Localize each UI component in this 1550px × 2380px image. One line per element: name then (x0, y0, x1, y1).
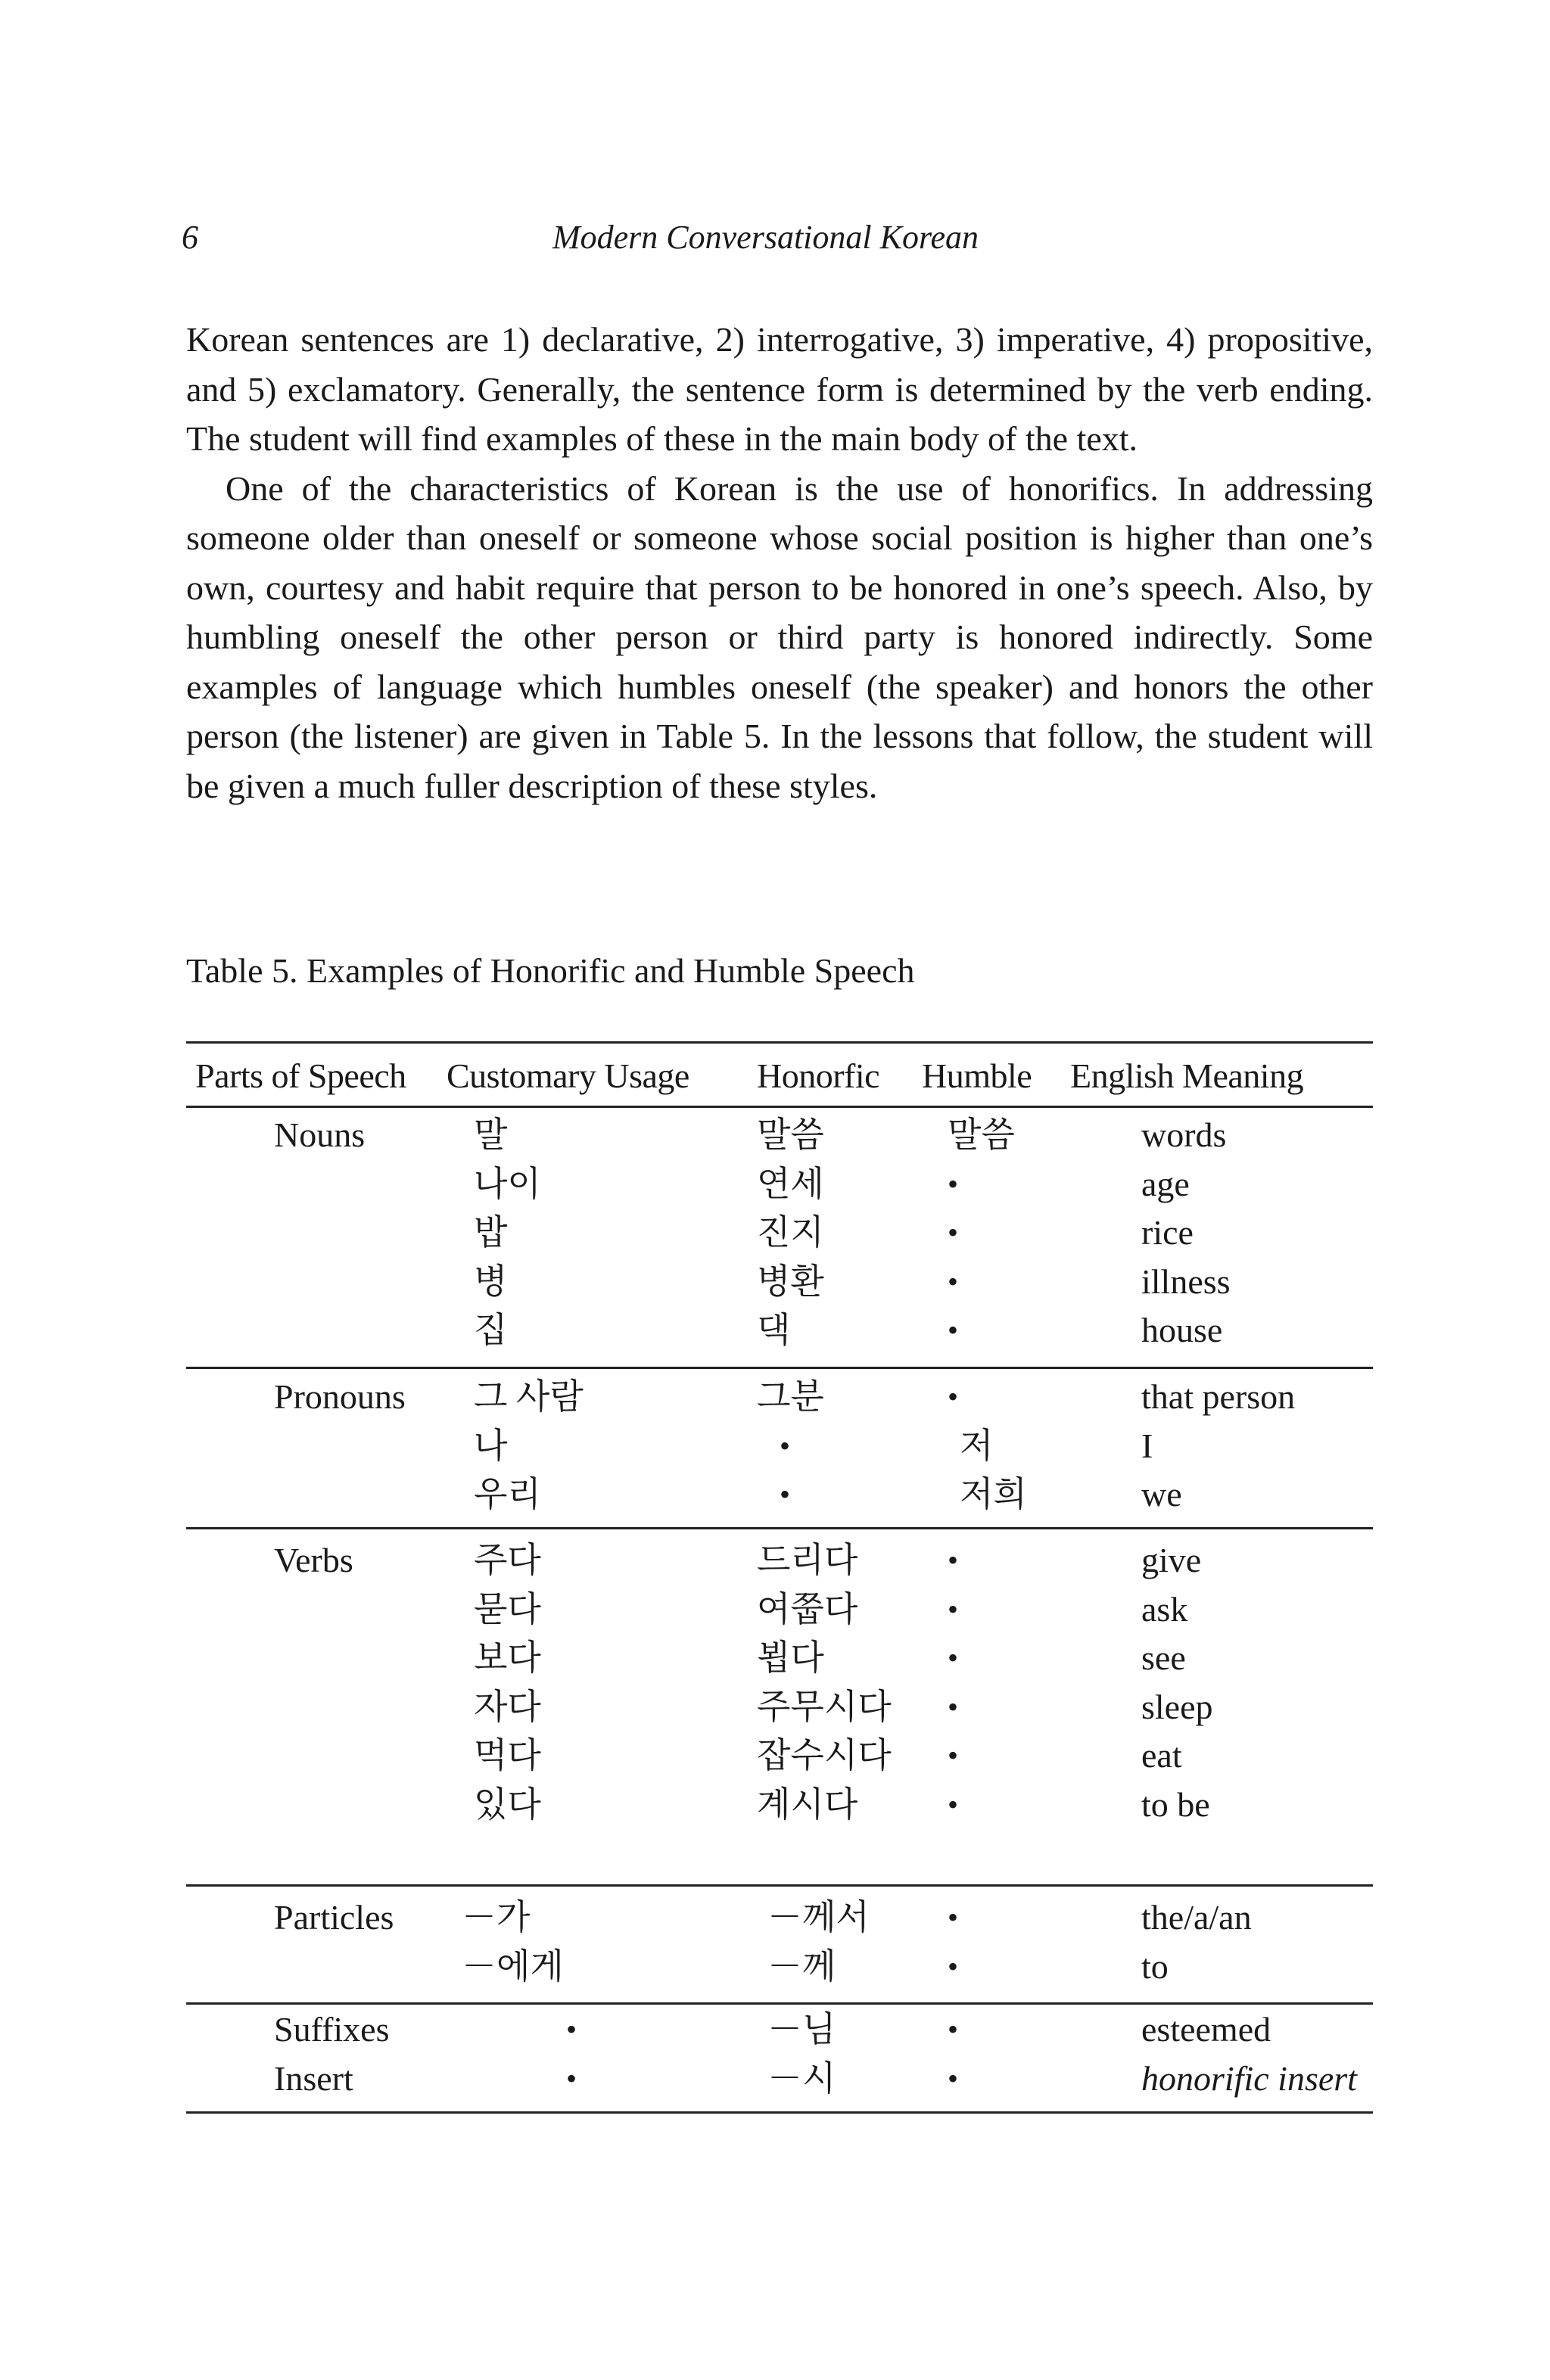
customary-usage: 말 (474, 1115, 508, 1154)
english-meaning: house (1141, 1311, 1223, 1349)
table-group-verbs (0, 1539, 1550, 1832)
english-meaning: see (1141, 1638, 1186, 1677)
customary-usage: －가 (462, 1898, 531, 1937)
honorific-form: －께서 (767, 1898, 870, 1937)
humble-form: • (948, 1689, 959, 1724)
english-meaning: age (1141, 1164, 1190, 1203)
english-meaning: words (1141, 1115, 1227, 1154)
humble-form: • (948, 1543, 959, 1577)
header-honorific: Honorfic (757, 1056, 880, 1095)
table-row (0, 1896, 1550, 1946)
table-row (0, 1261, 1550, 1310)
table-group-particles (0, 1896, 1550, 1994)
english-meaning: eat (1141, 1736, 1182, 1775)
table-row (0, 1376, 1550, 1425)
honorific-form: 댁 (757, 1311, 791, 1349)
honorific-form: 드리다 (757, 1541, 858, 1579)
english-meaning: to (1141, 1946, 1169, 1986)
customary-usage: 나 (474, 1426, 508, 1465)
paragraph: One of the characteristics of Korean is the use of honorifics. In addressing someone older than oneself or someone whose social position is higher than one’s own, courtesy and habit require that person to be honored in one’s speech. Also, by humbling oneself the other person or third party is honored indirectly. Some examples of language which humbles oneself (the speaker) and honors the other person (the listener) are given in Table 5. In the lessons that follow, the student will be given a much fuller description of these styles. (186, 468, 1373, 805)
humble-form: • (948, 1166, 959, 1201)
humble-form: 저희 (960, 1475, 1027, 1514)
honorific-form: 진지 (757, 1213, 824, 1252)
customary-usage: 우리 (474, 1475, 541, 1514)
honorific-form: 연세 (757, 1164, 824, 1203)
english-meaning: I (1141, 1426, 1153, 1465)
honorific-form: 말씀 (757, 1115, 824, 1154)
humble-form: 저 (960, 1426, 994, 1465)
humble-form: • (948, 1787, 959, 1822)
customary-usage: 자다 (474, 1687, 541, 1726)
table-row (0, 1539, 1550, 1588)
paragraph: Korean sentences are 1) declarative, 2) interrogative, 3) imperative, 4) propositive, and 5) exclamatory. Generally, the sentence form is determined by the verb ending. The student will find examples of these in the main body of the text. (186, 320, 1373, 458)
table-group-rule (186, 1884, 1373, 1887)
table-group-suffixes (0, 2008, 1550, 2106)
honorific-form: 여쭙다 (757, 1589, 858, 1629)
customary-usage: • (566, 2012, 577, 2046)
table-row (0, 1686, 1550, 1735)
honorific-form: 주무시다 (757, 1687, 892, 1726)
table-row (0, 1734, 1550, 1784)
header-parts-of-speech: Parts of Speech (195, 1056, 406, 1095)
table-group-pronouns (0, 1376, 1550, 1523)
table-row (0, 1784, 1550, 1833)
page-number: 6 (182, 219, 198, 256)
humble-form: • (948, 1380, 959, 1414)
english-meaning: that person (1141, 1377, 1296, 1416)
table-row (0, 1588, 1550, 1638)
honorific-form: －님 (767, 2010, 836, 2049)
honorific-form: 계시다 (757, 1784, 858, 1824)
customary-usage: 밥 (474, 1213, 508, 1252)
customary-usage: • (566, 2061, 577, 2095)
running-title: Modern Conversational Korean (552, 219, 979, 256)
humble-form: 말씀 (948, 1115, 1015, 1154)
humble-form: • (948, 1900, 959, 1934)
table-row (0, 1163, 1550, 1212)
customary-usage: 먹다 (474, 1736, 541, 1775)
honorific-form: 뵙다 (757, 1638, 824, 1677)
table-row (0, 1114, 1550, 1163)
customary-usage: 병 (474, 1262, 508, 1301)
humble-form: • (948, 1738, 959, 1772)
humble-form: • (948, 1949, 959, 1983)
page-header (182, 218, 1468, 263)
english-meaning: illness (1141, 1262, 1231, 1301)
customary-usage: 묻다 (474, 1589, 541, 1629)
humble-form: • (948, 1591, 959, 1626)
english-meaning: ask (1141, 1589, 1188, 1629)
honorific-form: 병환 (757, 1262, 824, 1301)
customary-usage: 주다 (474, 1541, 541, 1579)
english-meaning: the/a/an (1141, 1898, 1252, 1937)
humble-form: • (948, 1313, 959, 1347)
part-of-speech: Pronouns (274, 1377, 406, 1416)
customary-usage: 집 (474, 1311, 508, 1349)
honorific-form: －께 (767, 1946, 836, 1986)
table-row (0, 1309, 1550, 1358)
table-bottom-rule (186, 2111, 1373, 2114)
english-meaning: rice (1141, 1213, 1194, 1252)
english-meaning: honorific insert (1141, 2058, 1357, 2098)
part-of-speech: Verbs (274, 1541, 353, 1579)
table-group-nouns (0, 1114, 1550, 1358)
header-customary-usage: Customary Usage (447, 1056, 689, 1095)
honorific-form: －시 (767, 2058, 836, 2098)
honorific-form: • (780, 1428, 791, 1463)
customary-usage: 있다 (474, 1784, 541, 1824)
english-meaning: we (1141, 1475, 1182, 1514)
honorific-form: 잡수시다 (757, 1736, 892, 1775)
table-row (0, 1425, 1550, 1474)
customary-usage: 그 사람 (474, 1377, 584, 1416)
english-meaning: esteemed (1141, 2010, 1271, 2049)
english-meaning: to be (1141, 1784, 1210, 1824)
table-row (0, 1473, 1550, 1523)
body-text (186, 315, 1373, 810)
customary-usage: 나이 (474, 1164, 541, 1203)
table-group-rule (186, 1527, 1373, 1529)
customary-usage: 보다 (474, 1638, 541, 1677)
table-group-rule (186, 1367, 1373, 1369)
table-row (0, 1212, 1550, 1261)
table-top-rule (186, 1041, 1373, 1044)
part-of-speech: Insert (274, 2058, 353, 2098)
humble-form: • (948, 2061, 959, 2095)
header-english-meaning: English Meaning (1070, 1056, 1304, 1095)
table-group-rule (186, 2002, 1373, 2005)
table-header-rule (186, 1106, 1373, 1108)
humble-form: • (948, 1215, 959, 1249)
humble-form: • (948, 2012, 959, 2046)
header-humble: Humble (922, 1056, 1032, 1095)
table-row (0, 1946, 1550, 1995)
table-row (0, 2008, 1550, 2058)
part-of-speech: Particles (274, 1898, 394, 1937)
table-row (0, 1637, 1550, 1686)
english-meaning: sleep (1141, 1687, 1213, 1726)
table-caption: Table 5. Examples of Honorific and Humble Speech (186, 951, 915, 990)
honorific-form: • (780, 1477, 791, 1511)
table-row (0, 2058, 1550, 2107)
honorific-form: 그분 (757, 1377, 824, 1416)
humble-form: • (948, 1264, 959, 1299)
part-of-speech: Suffixes (274, 2010, 390, 2049)
part-of-speech: Nouns (274, 1115, 366, 1154)
humble-form: • (948, 1641, 959, 1675)
english-meaning: give (1141, 1541, 1202, 1579)
customary-usage: －에게 (462, 1946, 564, 1986)
